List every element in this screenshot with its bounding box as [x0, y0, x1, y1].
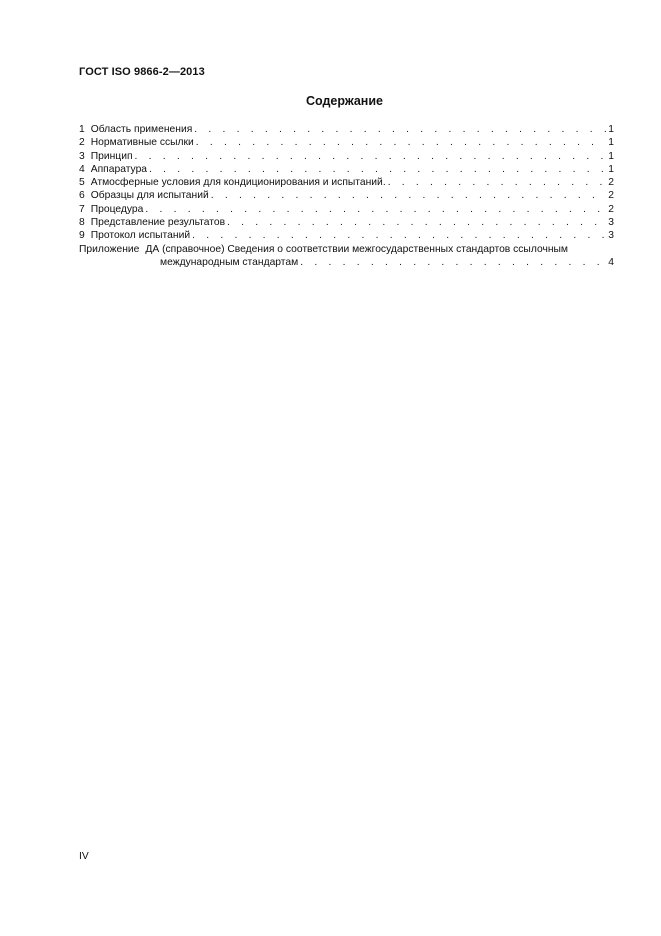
toc-appendix-entry[interactable] — [79, 243, 614, 256]
toc-leader-dots — [300, 256, 606, 269]
toc-entry-page: 1 — [608, 150, 614, 162]
toc-entry-title: Протокол испытаний — [90, 230, 191, 242]
toc-entry-page: 2 — [608, 203, 614, 215]
toc-entry-number: 8 — [79, 217, 85, 229]
toc-entry-page: 3 — [608, 217, 614, 229]
toc-entry-title: Принцип — [90, 150, 133, 162]
toc-leader-dots — [211, 189, 607, 202]
toc-entry-5[interactable] — [79, 176, 614, 189]
toc-entry-7[interactable] — [79, 203, 614, 216]
toc-entry-page: 1 — [608, 124, 614, 135]
toc-entry-number: 9 — [79, 230, 85, 242]
toc-entry-3[interactable] — [79, 150, 614, 163]
table-of-contents — [79, 123, 614, 269]
toc-entry-number: 6 — [79, 190, 85, 202]
toc-leader-dots — [192, 229, 606, 242]
appendix-title-line1: ДА (справочное) Сведения о соответствии межгосударственных стандартов ссылочным — [145, 243, 568, 255]
toc-entry-title: Представление результатов — [90, 217, 226, 229]
toc-leader-dots — [388, 176, 607, 189]
toc-entry-6[interactable] — [79, 189, 614, 202]
toc-entry-4[interactable] — [79, 163, 614, 176]
page-number: IV — [79, 851, 89, 862]
toc-appendix-continuation[interactable] — [79, 256, 614, 269]
toc-entry-number: 3 — [79, 150, 85, 162]
document-header: ГОСТ ISO 9866-2—2013 — [79, 66, 205, 78]
toc-entry-page: 4 — [608, 256, 614, 268]
toc-entry-page: 1 — [608, 137, 614, 149]
toc-leader-dots — [149, 163, 606, 176]
toc-entry-page: 2 — [608, 190, 614, 202]
appendix-title-line2: международным стандартам — [160, 256, 299, 268]
toc-entry-title: Образцы для испытаний — [90, 190, 209, 202]
toc-leader-dots — [196, 136, 606, 149]
toc-entry-number: 2 — [79, 137, 85, 149]
toc-entry-page: 1 — [608, 163, 614, 175]
toc-entry-1[interactable] — [79, 123, 614, 136]
toc-leader-dots — [194, 123, 606, 136]
toc-entry-number: 1 — [79, 124, 85, 135]
toc-entry-number: 5 — [79, 177, 85, 189]
toc-entry-9[interactable] — [79, 229, 614, 242]
toc-entry-title: Атмосферные условия для кондиционирования и испытаний. — [90, 177, 386, 189]
appendix-label: Приложение — [79, 243, 140, 255]
toc-entry-title: Нормативные ссылки — [90, 137, 194, 149]
toc-title: Содержание — [305, 94, 383, 108]
toc-entry-title: Процедура — [90, 203, 144, 215]
toc-entry-number: 4 — [79, 163, 85, 175]
toc-leader-dots — [145, 203, 606, 216]
toc-entry-page: 2 — [608, 177, 614, 189]
toc-entry-2[interactable] — [79, 136, 614, 149]
toc-entry-page: 3 — [608, 230, 614, 242]
toc-entry-title: Область применения — [90, 124, 193, 135]
toc-entry-8[interactable] — [79, 216, 614, 229]
toc-entry-title: Аппаратура — [90, 163, 148, 175]
toc-leader-dots — [227, 216, 606, 229]
toc-leader-dots — [135, 150, 607, 163]
toc-entry-number: 7 — [79, 203, 85, 215]
